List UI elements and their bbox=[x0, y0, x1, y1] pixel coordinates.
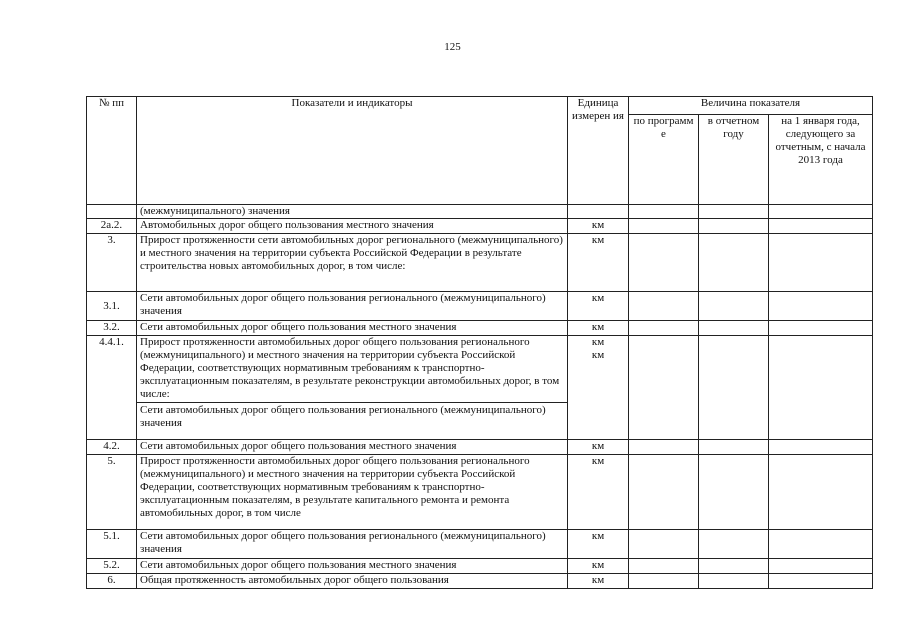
value-cell bbox=[769, 234, 873, 292]
value-cell bbox=[769, 321, 873, 336]
row-indicator: (межмуниципального) значения bbox=[137, 205, 568, 219]
row-indicator: Автомобильных дорог общего пользования местного значения bbox=[137, 219, 568, 234]
header-unit: Единица измерен ия bbox=[568, 97, 629, 205]
row-unit: км bbox=[568, 455, 629, 530]
row-unit: км bbox=[568, 234, 629, 292]
value-cell bbox=[629, 336, 699, 440]
row-num: 4.2. bbox=[87, 440, 137, 455]
header-value-group: Величина показателя bbox=[629, 97, 873, 115]
value-cell bbox=[699, 205, 769, 219]
row-unit: км bbox=[591, 336, 605, 348]
value-cell bbox=[699, 574, 769, 589]
table-row bbox=[87, 234, 873, 292]
row-indicator: Сети автомобильных дорог общего пользования местного значения bbox=[137, 559, 568, 574]
row-num: 5.2. bbox=[87, 559, 137, 574]
value-cell bbox=[629, 234, 699, 292]
row-num bbox=[87, 205, 137, 219]
row-indicator-group bbox=[137, 336, 568, 440]
header-on-jan1: на 1 января года, следующего за отчетным, с начала 2013 года bbox=[769, 115, 873, 205]
table-row bbox=[87, 336, 873, 440]
value-cell bbox=[769, 336, 873, 440]
value-cell bbox=[629, 440, 699, 455]
value-cell bbox=[699, 219, 769, 234]
value-cell bbox=[699, 336, 769, 440]
row-unit: км bbox=[568, 292, 629, 321]
row-indicator: Сети автомобильных дорог общего пользования местного значения bbox=[137, 440, 568, 455]
row-num: 4.4.1. bbox=[87, 336, 137, 440]
row-unit-group bbox=[568, 336, 629, 440]
row-unit bbox=[568, 205, 629, 219]
indicators-table bbox=[86, 96, 873, 589]
row-unit: км bbox=[568, 574, 629, 589]
table-row bbox=[87, 455, 873, 530]
row-num: 3.2. bbox=[87, 321, 137, 336]
row-num: 6. bbox=[87, 574, 137, 589]
value-cell bbox=[699, 234, 769, 292]
row-indicator: Общая протяженность автомобильных дорог общего пользования bbox=[137, 574, 568, 589]
value-cell bbox=[699, 292, 769, 321]
value-cell bbox=[769, 292, 873, 321]
row-indicator: Прирост протяженности автомобильных дорог общего пользования регионального (межмуниципального) и местного значения на территории субъекта Российской Федерации, соответствующих нормативным требованиям к транспортно-эксплуатационным показателям, в результате капитального ремонта и ремонта автомобильных дорог, в том числе bbox=[137, 455, 568, 530]
row-unit: км bbox=[568, 321, 629, 336]
value-cell bbox=[629, 559, 699, 574]
row-unit-sub: км bbox=[591, 349, 605, 361]
row-indicator-sub: Сети автомобильных дорог общего пользования регионального (межмуниципального) значения bbox=[140, 404, 546, 429]
value-cell bbox=[629, 219, 699, 234]
value-cell bbox=[699, 440, 769, 455]
value-cell bbox=[769, 455, 873, 530]
page-number: 125 bbox=[444, 41, 461, 53]
value-cell bbox=[769, 205, 873, 219]
value-cell bbox=[699, 559, 769, 574]
row-indicator: Сети автомобильных дорог общего пользования регионального (межмуниципального) значения bbox=[137, 292, 568, 321]
row-unit: км bbox=[568, 219, 629, 234]
value-cell bbox=[629, 205, 699, 219]
value-cell bbox=[629, 455, 699, 530]
value-cell bbox=[699, 321, 769, 336]
table-row bbox=[87, 440, 873, 455]
value-cell bbox=[769, 574, 873, 589]
table-row bbox=[87, 219, 873, 234]
row-unit: км bbox=[568, 559, 629, 574]
value-cell bbox=[699, 455, 769, 530]
table-row bbox=[87, 530, 873, 559]
value-cell bbox=[769, 559, 873, 574]
value-cell bbox=[769, 530, 873, 559]
value-cell bbox=[769, 440, 873, 455]
row-num: 5. bbox=[87, 455, 137, 530]
row-unit: км bbox=[568, 530, 629, 559]
header-in-report-year: в отчетном году bbox=[699, 115, 769, 205]
value-cell bbox=[699, 530, 769, 559]
value-cell bbox=[769, 219, 873, 234]
table-row bbox=[87, 292, 873, 321]
header-by-program: по программ е bbox=[629, 115, 699, 205]
table-row bbox=[87, 559, 873, 574]
header-num: № пп bbox=[87, 97, 137, 205]
value-cell bbox=[629, 292, 699, 321]
value-cell bbox=[629, 574, 699, 589]
table-row bbox=[87, 205, 873, 219]
row-indicator: Прирост протяженности автомобильных дорог общего пользования регионального (межмуниципального) и местного значения на территории субъекта Российской Федерации, соответствующих нормативным требованиям к транспортно-эксплуатационным показателям, в результате реконструкции автомобильных дорог, в том числе: bbox=[137, 336, 567, 403]
row-num: 3.1. bbox=[87, 292, 137, 321]
row-num: 3. bbox=[87, 234, 137, 292]
value-cell bbox=[629, 530, 699, 559]
row-indicator: Сети автомобильных дорог общего пользования регионального (межмуниципального) значения bbox=[137, 530, 568, 559]
header-indicator: Показатели и индикаторы bbox=[137, 97, 568, 205]
row-indicator: Сети автомобильных дорог общего пользования местного значения bbox=[137, 321, 568, 336]
row-indicator: Прирост протяженности сети автомобильных дорог регионального (межмуниципального) и местного значения на территории субъекта Российской Федерации в результате строительства новых автомобильных дорог, в том числе: bbox=[137, 234, 568, 292]
table-row bbox=[87, 574, 873, 589]
row-num: 2а.2. bbox=[87, 219, 137, 234]
row-num: 5.1. bbox=[87, 530, 137, 559]
value-cell bbox=[629, 321, 699, 336]
table-row bbox=[87, 321, 873, 336]
row-unit: км bbox=[568, 440, 629, 455]
